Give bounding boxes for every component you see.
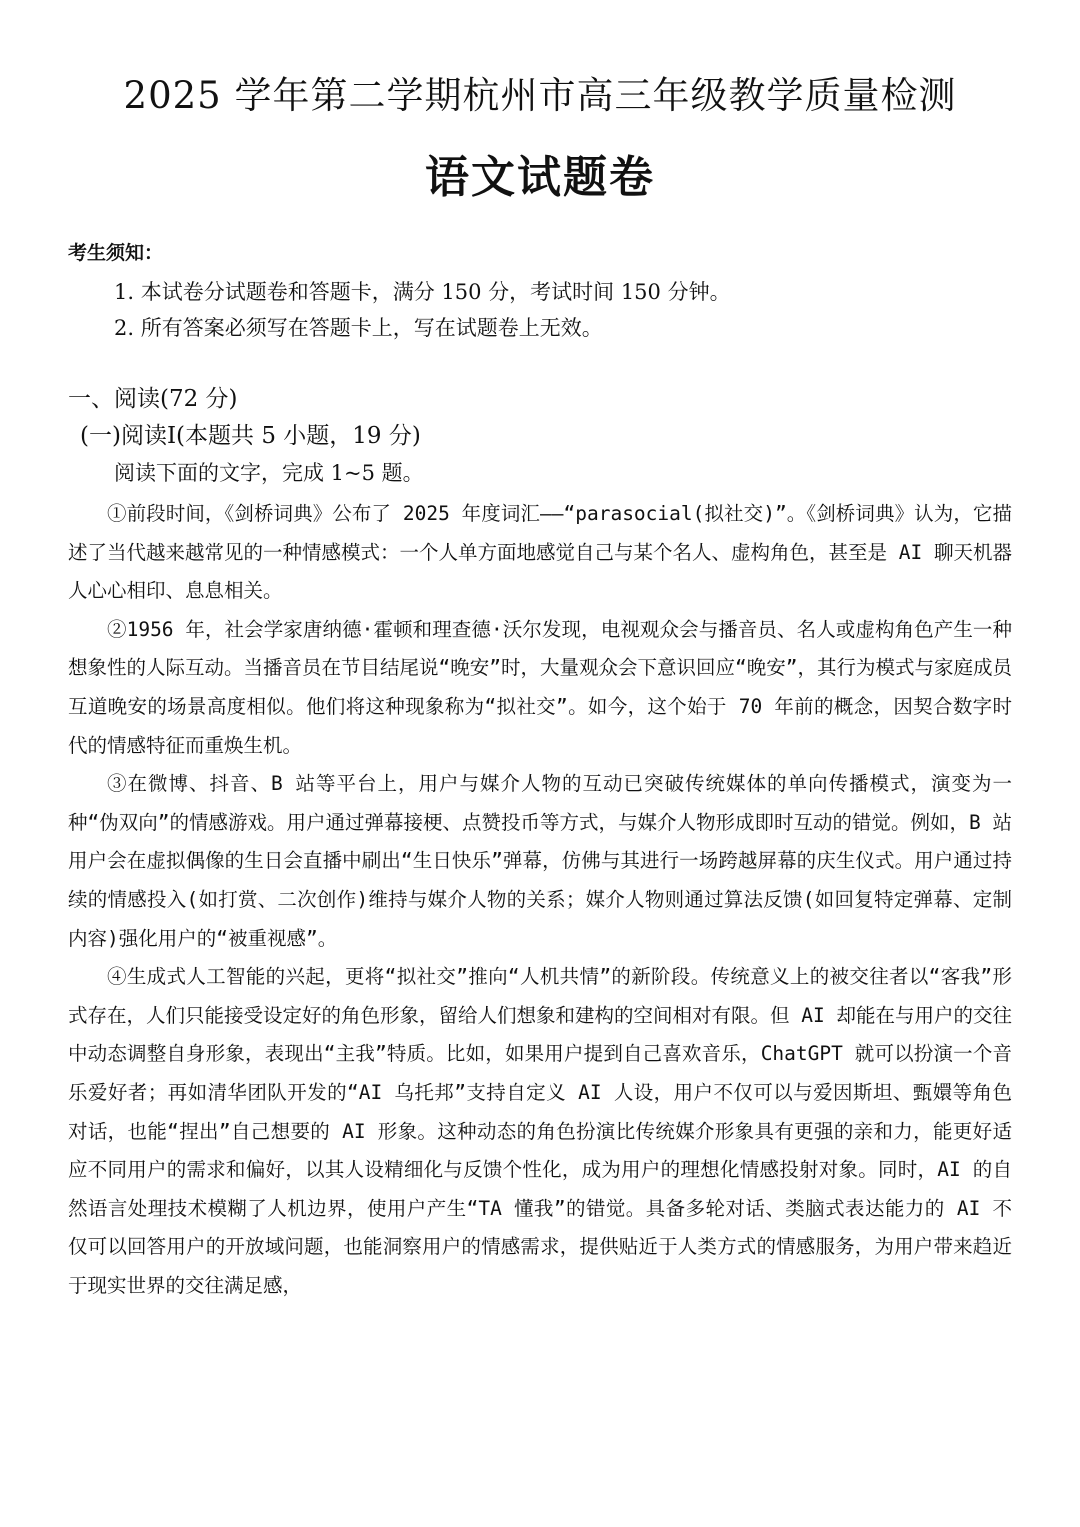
section-heading: 一、阅读(72 分) xyxy=(68,386,238,412)
notice-item-2: 2. 所有答案必须写在答题卡上，写在试题卷上无效。 xyxy=(114,316,603,340)
exam-title: 2025 学年第二学期杭州市高三年级教学质量检测 xyxy=(123,74,957,117)
notice-heading: 考生须知： xyxy=(68,242,164,264)
passage-paragraph-2: ②1956 年，社会学家唐纳德·霍顿和理查德·沃尔发现，电视观众会与播音员、名人或虚构角色产生一种想象性的人际互动。当播音员在节目结尾说“晚安”时，大量观众会下意识回应“晚安”，其行为模式与家庭成员互道晚安的场景高度相似。他们将这种现象称为“拟社交”。如今，这个始于 70 年前的概念，因契合数字时代的情感特征而重焕生机。 xyxy=(68,617,1012,757)
reading-instruction: 阅读下面的文字，完成 1~5 题。 xyxy=(114,461,424,485)
exam-subtitle: 语文试题卷 xyxy=(425,152,655,203)
passage-paragraph-4: ④生成式人工智能的兴起，更将“拟社交”推向“人机共情”的新阶段。传统意义上的被交往者以“客我”形式存在，人们只能接受设定好的角色形象，留给人们想象和建构的空间相对有限。但 AI 却能在与用户的交往中动态调整自身形象，表现出“主我”特质。比如，如果用户提到自己喜欢音乐，ChatGPT 就可以扮演一个音乐爱好者；再如清华团队开发的“AI 乌托邦”支持自定义 AI 人设，用户不仅可以与爱因斯坦、甄嬛等角色对话，也能“捏出”自己想要的 AI 形象。这种动态的角色扮演比传统媒介形象具有更强的亲和力，能更好适应不同用户的需求和偏好，以其人设精细化与反馈个性化，成为用户的理想化情感投射对象。同时，AI 的自然语言处理技术模糊了人机边界，使用户产生“TA 懂我”的错觉。具备多轮对话、类脑式表达能力的 AI 不仅可以回答用户的开放域问题，也能洞察用户的情感需求，提供贴近于人类方式的情感服务，为用户带来趋近于现实世界的交往满足感， xyxy=(68,965,1012,1297)
reading-passage xyxy=(68,495,1012,1305)
notice-item-1: 1. 本试卷分试题卷和答题卡，满分 150 分，考试时间 150 分钟。 xyxy=(114,280,731,304)
passage-paragraph-3: ③在微博、抖音、B 站等平台上，用户与媒介人物的互动已突破传统媒体的单向传播模式，演变为一种“伪双向”的情感游戏。用户通过弹幕接梗、点赞投币等方式，与媒介人物形成即时互动的错觉。例如，B 站用户会在虚拟偶像的生日会直播中刷出“生日快乐”弹幕，仿佛与其进行一场跨越屏幕的庆生仪式。用户通过持续的情感投入(如打赏、二次创作)维持与媒介人物的关系；媒介人物则通过算法反馈(如回复特定弹幕、定制内容)强化用户的“被重视感”。 xyxy=(68,772,1012,950)
passage-paragraph-1: ①前段时间，《剑桥词典》公布了 2025 年度词汇——“parasocial(拟社交)”。《剑桥词典》认为，它描述了当代越来越常见的一种情感模式：一个人单方面地感觉自己与某个名人、虚构角色，甚至是 AI 聊天机器人心心相印、息息相关。 xyxy=(68,502,1012,603)
subsection-heading: (一)阅读Ⅰ(本题共 5 小题，19 分) xyxy=(80,423,421,449)
